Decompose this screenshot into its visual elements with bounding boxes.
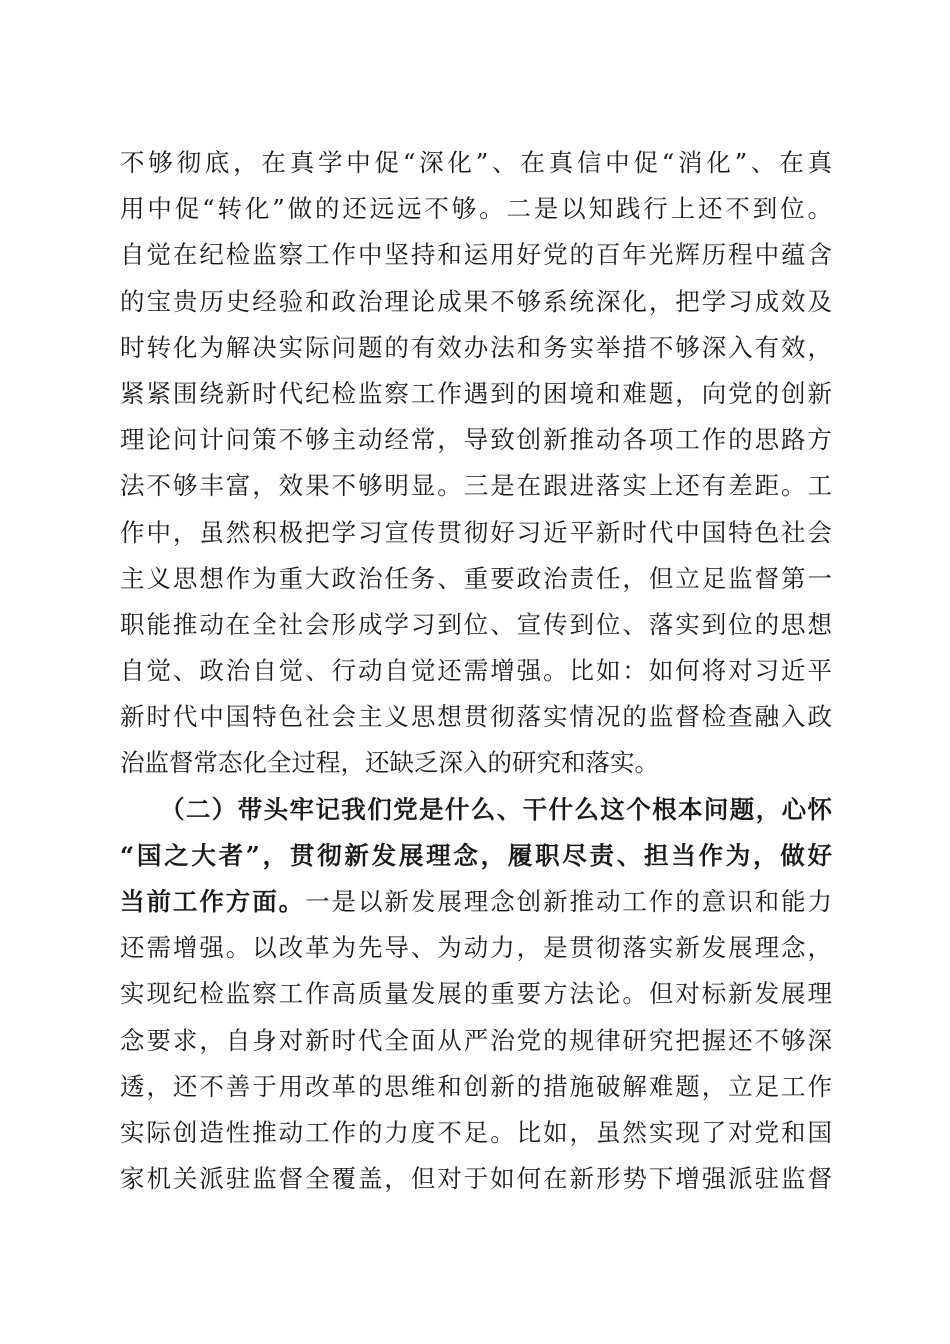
text-line: 家机关派驻监督全覆盖，但对于如何在新形势下增强派驻监督 <box>120 1164 832 1194</box>
text-line: 念要求，自身对新时代全面从严治党的规律研究把握还不够深 <box>120 1025 832 1055</box>
paragraph-body-start: 一是以新发展理念创新推动工作的意识和能力 <box>305 887 833 916</box>
section-heading-line: （二）带头牢记我们党是什么、干什么这个根本问题，心怀 <box>160 794 832 824</box>
text-line: 法不够丰富，效果不够明显。三是在跟进落实上还有差距。工 <box>120 471 832 501</box>
section-heading-line: “国之大者”，贯彻新发展理念，履职尽责、担当作为，做好 <box>120 840 832 870</box>
mixed-line <box>120 879 832 925</box>
document-body <box>120 140 832 1202</box>
text-line: 自觉在纪检监察工作中坚持和运用好党的百年光辉历程中蕴含 <box>120 240 832 270</box>
text-line: 治监督常态化全过程，还缺乏深入的研究和落实。 <box>120 748 659 778</box>
text-line: 职能推动在全社会形成学习到位、宣传到位、落实到位的思想 <box>120 609 832 639</box>
section-heading-end: 当前工作方面。 <box>120 887 306 916</box>
text-line: 的宝贵历史经验和政治理论成果不够系统深化，把学习成效及 <box>120 286 832 316</box>
text-line: 实现纪检监察工作高质量发展的重要方法论。但对标新发展理 <box>120 979 832 1009</box>
text-line: 主义思想作为重大政治任务、重要政治责任，但立足监督第一 <box>120 563 832 593</box>
text-line: 作中，虽然积极把学习宣传贯彻好习近平新时代中国特色社会 <box>120 517 832 547</box>
text-line: 透，还不善于用改革的思维和创新的措施破解难题，立足工作 <box>120 1071 832 1101</box>
text-line: 时转化为解决实际问题的有效办法和务实举措不够深入有效， <box>120 332 832 362</box>
text-line: 自觉、政治自觉、行动自觉还需增强。比如：如何将对习近平 <box>120 656 832 686</box>
text-line: 实际创造性推动工作的力度不足。比如，虽然实现了对党和国 <box>120 1117 832 1147</box>
text-line: 还需增强。以改革为先导、为动力，是贯彻落实新发展理念， <box>120 933 832 963</box>
text-line: 紧紧围绕新时代纪检监察工作遇到的困境和难题，向党的创新 <box>120 378 832 408</box>
text-line: 不够彻底，在真学中促“深化”、在真信中促“消化”、在真 <box>120 148 832 177</box>
text-line: 理论问计问策不够主动经常，导致创新推动各项工作的思路方 <box>120 425 832 455</box>
text-line: 新时代中国特色社会主义思想贯彻落实情况的监督检查融入政 <box>120 702 832 732</box>
text-line: 用中促“转化”做的还远远不够。二是以知践行上还不到位。 <box>120 194 832 224</box>
